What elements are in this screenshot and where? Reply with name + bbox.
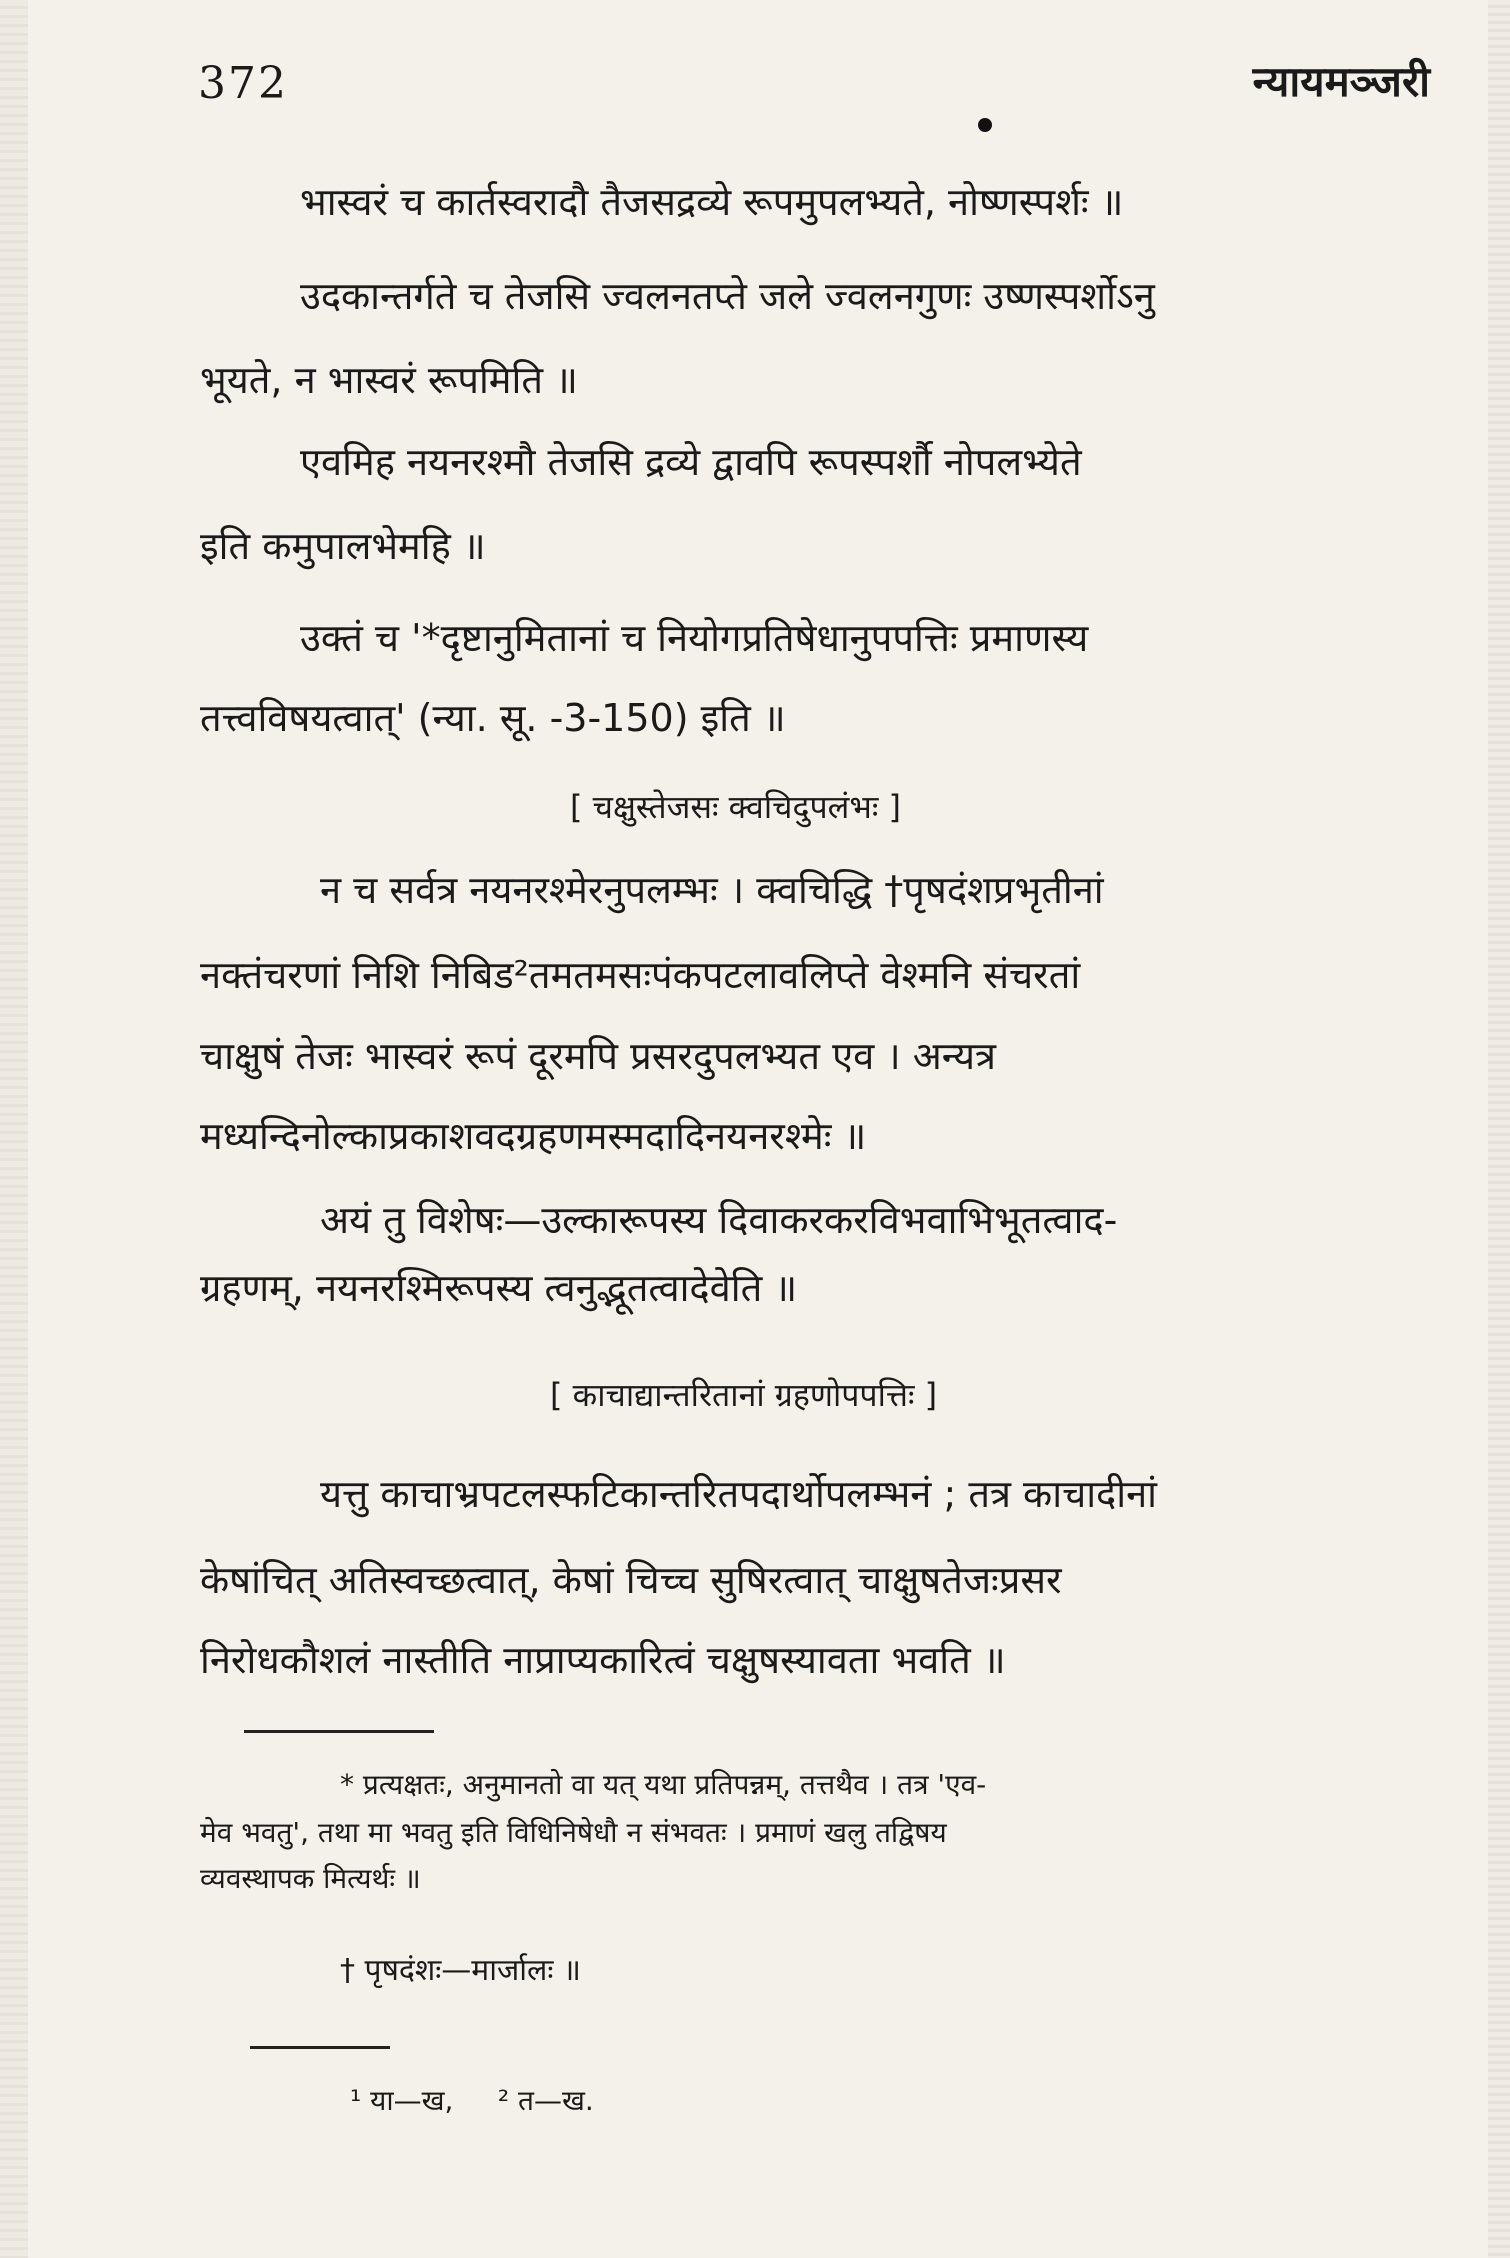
body-line: एवमिह नयनरश्मौ तेजसि द्रव्ये द्वावपि रूपस्पर्शौ नोपलभ्येते (300, 440, 1082, 484)
running-head: न्यायमञ्जरी (1252, 57, 1430, 106)
footnote-rule (244, 1730, 434, 1733)
left-page-edge (0, 0, 28, 2258)
footnote-line: * प्रत्यक्षतः, अनुमानतो वा यत् यथा प्रतिपन्नम्, तत्तथैव । तत्र 'एव- (340, 1768, 987, 1801)
footnote-line: व्यवस्थापक मित्यर्थः ॥ (200, 1862, 421, 1895)
section-heading: [ चक्षुस्तेजसः क्वचिदुपलंभः ] (570, 788, 901, 826)
body-line: मध्यन्दिनोल्काप्रकाशवदग्रहणमस्मदादिनयनरश्मेः ॥ (200, 1114, 867, 1158)
page-number: 372 (198, 58, 288, 109)
body-line: भूयते, न भास्वरं रूपमिति ॥ (200, 358, 578, 402)
right-page-edge (1488, 0, 1510, 2258)
footnote-line: † पृषदंशः—मार्जालः ॥ (340, 1953, 581, 1988)
body-line: भास्वरं च कार्तस्वरादौ तैजसद्रव्ये रूपमुपलभ्यते, नोष्णस्पर्शः ॥ (300, 180, 1124, 224)
body-line: चाक्षुषं तेजः भास्वरं रूपं दूरमपि प्रसरदुपलभ्यत एव । अन्यत्र (200, 1034, 997, 1078)
ink-dot (978, 118, 992, 132)
body-line: उक्तं च '*दृष्टानुमितानां च नियोगप्रतिषेधानुपपत्तिः प्रमाणस्य (300, 616, 1089, 660)
body-line: न च सर्वत्र नयनरश्मेरनुपलम्भः । क्वचिद्धि †पृषदंशप्रभृतीनां (320, 868, 1104, 912)
body-line: निरोधकौशलं नास्तीति नाप्राप्यकारित्वं चक्षुषस्यावता भवति ॥ (200, 1638, 1006, 1682)
body-line: तत्त्वविषयत्वात्' (न्या. सू. -3-150) इति ॥ (200, 696, 786, 740)
body-line: उदकान्तर्गते च तेजसि ज्वलनतप्ते जले ज्वलनगुणः उष्णस्पर्शोऽनु (300, 274, 1155, 318)
variant-readings: ¹ या—ख, ² त—ख. (350, 2084, 594, 2117)
body-line: ग्रहणम्, नयनरश्मिरूपस्य त्वनुद्भूतत्वादेवेति ॥ (200, 1266, 798, 1310)
body-line: इति कमुपालभेमहि ॥ (200, 524, 486, 568)
body-line: यत्तु काचाभ्रपटलस्फटिकान्तरितपदार्थोपलम्भनं ; तत्र काचादीनां (320, 1472, 1158, 1516)
section-heading: [ काचाद्यान्तरितानां ग्रहणोपपत्तिः ] (550, 1376, 938, 1414)
body-line: नक्तंचरणां निशि निबिड²तमतमसःपंकपटलावलिप्ते वेश्मनि संचरतां (200, 953, 1081, 997)
body-line: अयं तु विशेषः—उल्कारूपस्य दिवाकरकरविभवाभिभूतत्वाद- (320, 1198, 1118, 1242)
footnote-line: मेव भवतु', तथा मा भवतु इति विधिनिषेधौ न संभवतः । प्रमाणं खलु तद्विषय (200, 1816, 947, 1849)
body-line: केषांचित् अतिस्वच्छत्वात्, केषां चिच्च सुषिरत्वात् चाक्षुषतेजःप्रसर (200, 1558, 1062, 1602)
variant-rule (250, 2046, 390, 2049)
